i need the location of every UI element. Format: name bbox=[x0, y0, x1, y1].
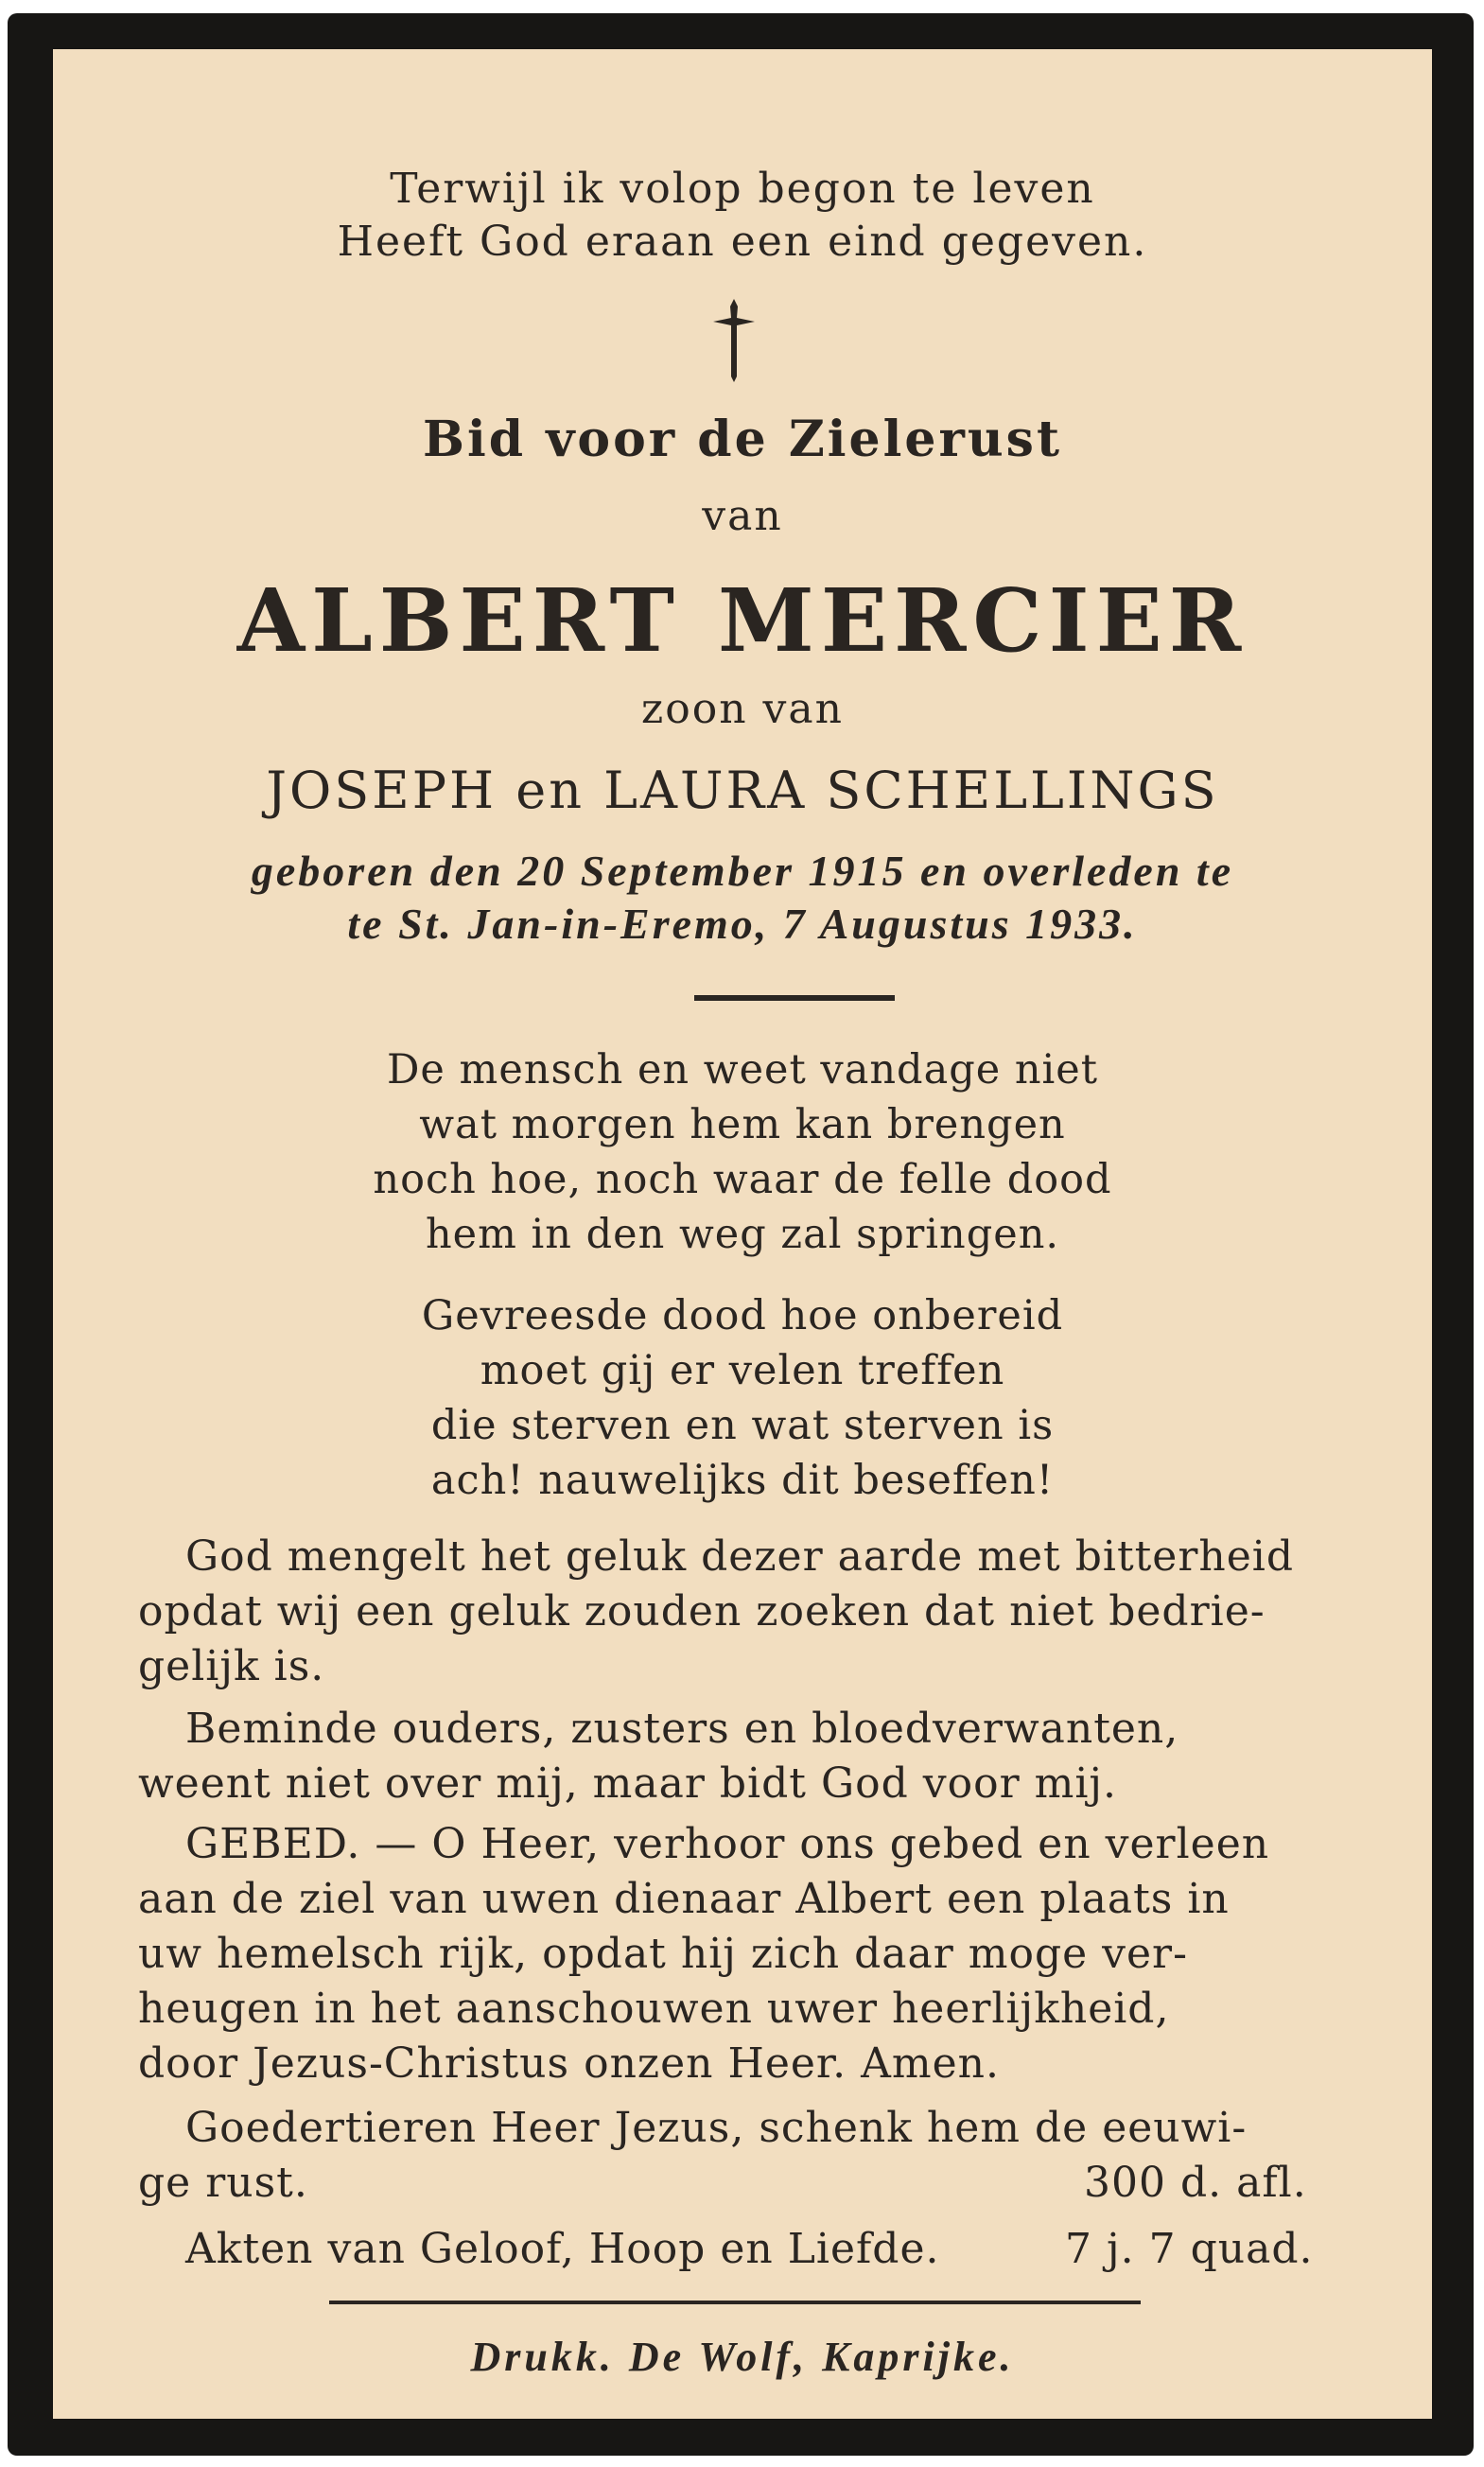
poem-1-line-4: hem in den weg zal springen. bbox=[425, 1211, 1060, 1258]
divider-long bbox=[329, 2301, 1141, 2304]
prayer-line-5: door Jezus-Christus onzen Heer. Amen. bbox=[138, 2039, 1000, 2088]
indulgence-1-days: 300 d. afl. bbox=[1084, 2159, 1307, 2207]
poem-1-line-1: De mensch en weet vandage niet bbox=[386, 1046, 1099, 1094]
van-label: van bbox=[702, 492, 783, 540]
memorial-card-border bbox=[8, 13, 1474, 2456]
parents-names: JOSEPH en LAURA SCHELLINGS bbox=[266, 761, 1219, 820]
prayer-line-2: aan de ziel van uwen dienaar Albert een plaats in bbox=[138, 1875, 1230, 1923]
divider-short bbox=[694, 995, 895, 1001]
poem-2-line-4: ach! nauwelijks dit beseffen! bbox=[430, 1457, 1055, 1504]
indulgence-1-line-1: Goedertieren Heer Jezus, schenk hem de eeuwi- bbox=[185, 2104, 1248, 2152]
birth-death-line-1: geboren den 20 September 1915 en overleden te bbox=[251, 847, 1234, 895]
deceased-name: ALBERT MERCIER bbox=[236, 569, 1248, 672]
memorial-card-paper bbox=[53, 49, 1432, 2419]
poem-1-line-3: noch hoe, noch waar de felle dood bbox=[373, 1156, 1112, 1203]
poem-2-line-1: Gevreesde dood hoe onbereid bbox=[421, 1292, 1064, 1339]
printer-credit: Drukk. De Wolf, Kaprijke. bbox=[470, 2334, 1015, 2380]
indulgence-2-quantity: 7 j. 7 quad. bbox=[1065, 2225, 1314, 2273]
paragraph-1-line-2: opdat wij een geluk zouden zoeken dat niet bedrie- bbox=[138, 1587, 1266, 1636]
motto-line-1: Terwijl ik volop begon te leven bbox=[390, 165, 1095, 213]
indulgence-2-text: Akten van Geloof, Hoop en Liefde. bbox=[185, 2225, 940, 2273]
prayer-heading: Bid voor de Zielerust bbox=[423, 411, 1062, 468]
motto-line-2: Heeft God eraan een eind gegeven. bbox=[337, 218, 1148, 266]
paragraph-1-line-3: gelijk is. bbox=[138, 1642, 325, 1690]
paragraph-2-line-2: weent niet over mij, maar bidt God voor mij. bbox=[138, 1759, 1118, 1808]
prayer-line-1: GEBED. — O Heer, verhoor ons gebed en verleen bbox=[185, 1820, 1270, 1868]
zoon-van-label: zoon van bbox=[641, 685, 844, 733]
birth-death-line-2: te St. Jan-in-Eremo, 7 Augustus 1933. bbox=[347, 900, 1138, 948]
prayer-line-4: heugen in het aanschouwen uwer heerlijkheid, bbox=[138, 1985, 1170, 2033]
indulgence-1-line-2: ge rust. bbox=[138, 2159, 308, 2207]
paragraph-2-line-1: Beminde ouders, zusters en bloedverwanten, bbox=[185, 1705, 1179, 1753]
paragraph-1-line-1: God mengelt het geluk dezer aarde met bitterheid bbox=[185, 1532, 1294, 1581]
poem-1-line-2: wat morgen hem kan brengen bbox=[419, 1101, 1066, 1148]
cross-icon bbox=[706, 297, 762, 382]
prayer-line-3: uw hemelsch rijk, opdat hij zich daar moge ver- bbox=[138, 1930, 1188, 1978]
poem-2-line-3: die sterven en wat sterven is bbox=[430, 1402, 1055, 1449]
poem-2-line-2: moet gij er velen treffen bbox=[480, 1347, 1005, 1394]
